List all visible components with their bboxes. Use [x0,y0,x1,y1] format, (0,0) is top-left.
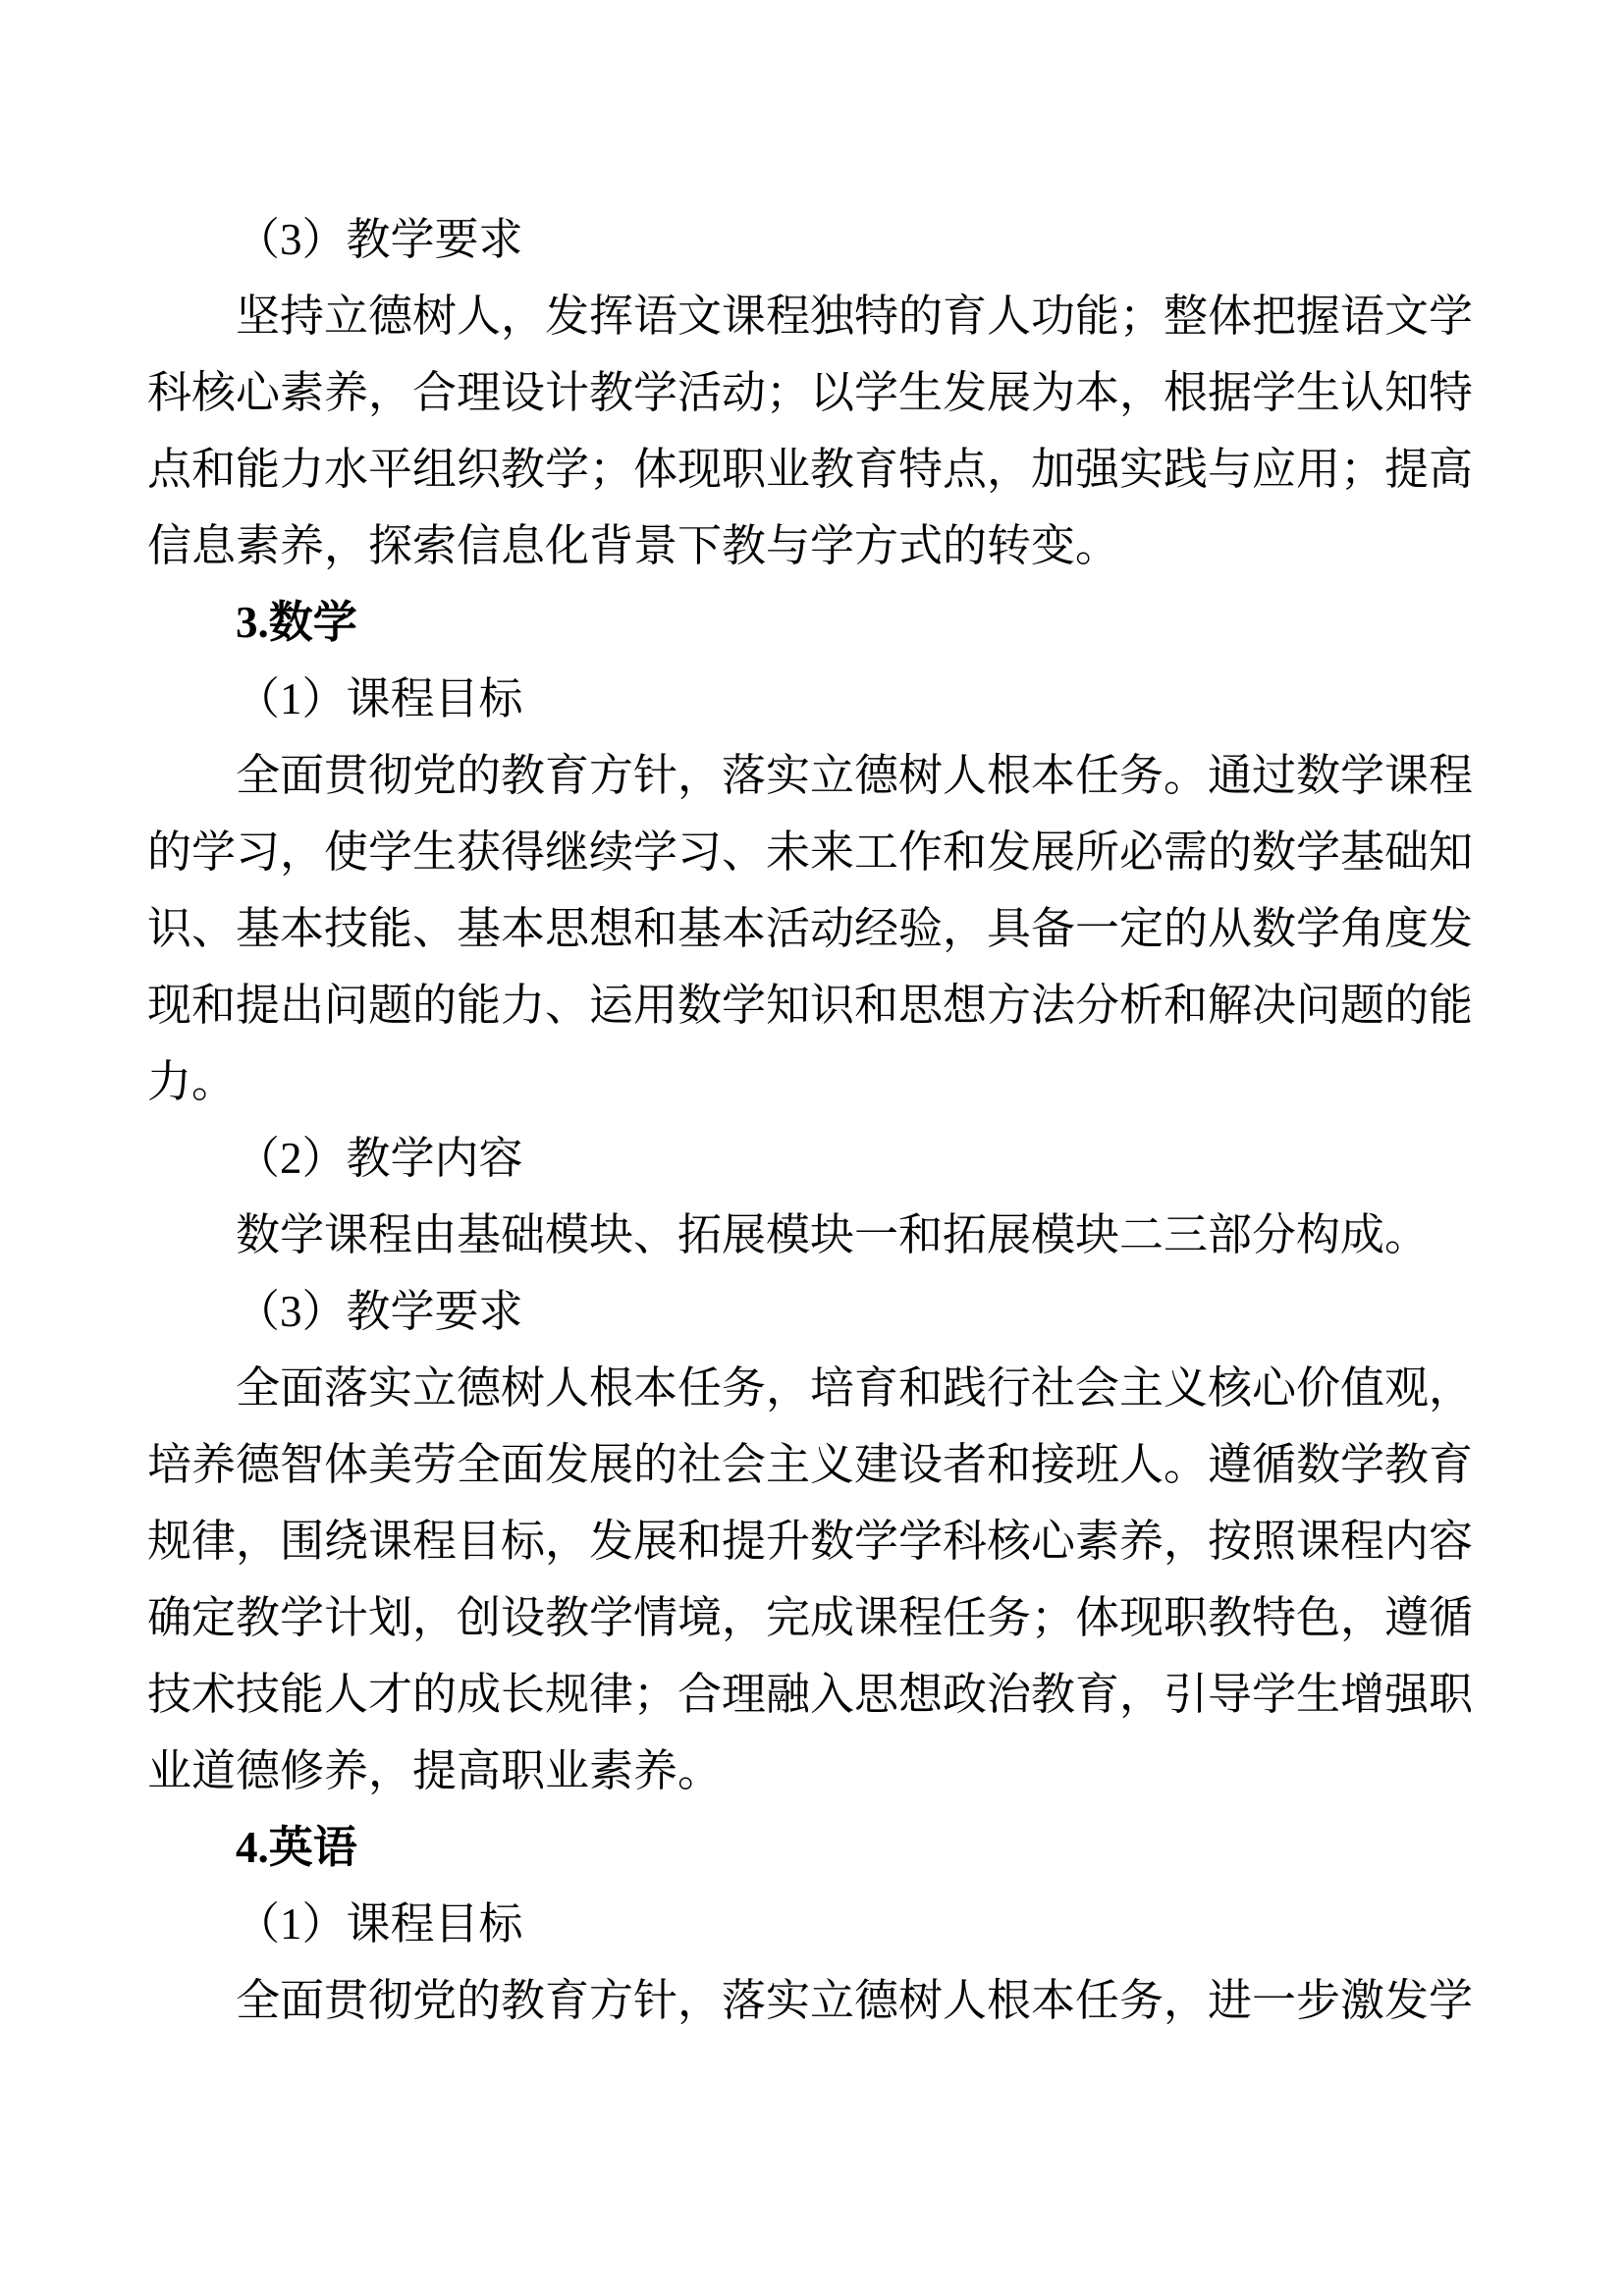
heading-math: 3.数学 [236,598,357,647]
page-text-content [147,201,1473,2039]
paragraph-math-teaching-content: 数学课程由基础模块、拓展模块一和拓展模块二三部分构成。 [236,1210,1430,1259]
subheading-chinese-teaching-requirements: （3）教学要求 [236,215,523,264]
subheading-math-teaching-content: （2）教学内容 [236,1134,523,1183]
heading-english: 4.英语 [236,1823,357,1872]
subheading-math-teaching-requirements: （3）教学要求 [236,1287,523,1336]
paragraph-math-course-objectives: 全面贯彻党的教育方针，落实立德树人根本任务。通过数学课程的学习，使学生获得继续学习、未来工作和发展所必需的数学基础知识、基本技能、基本思想和基本活动经验，具备一定的从数学角度发现和提出问题的能力、运用数学知识和思想方法分析和解决问题的能力。 [147,751,1474,1106]
paragraph-math-teaching-requirements: 全面落实立德树人根本任务，培育和践行社会主义核心价值观，培养德智体美劳全面发展的社会主义建设者和接班人。遵循数学教育规律，围绕课程目标，发展和提升数学学科核心素养，按照课程内容确定教学计划，创设教学情境，完成课程任务；体现职教特色，遵循技术技能人才的成长规律；合理融入思想政治教育，引导学生增强职业道德修养，提高职业素养。 [147,1363,1474,1795]
paragraph-english-course-objectives: 全面贯彻党的教育方针，落实立德树人根本任务，进一步激发学 [236,1976,1474,2025]
subheading-english-course-objectives: （1）课程目标 [236,1899,523,1949]
subheading-math-course-objectives: （1）课程目标 [236,674,523,723]
paragraph-chinese-teaching-requirements: 坚持立德树人，发挥语文课程独特的育人功能；整体把握语文学科核心素养，合理设计教学活动；以学生发展为本，根据学生认知特点和能力水平组织教学；体现职业教育特点，加强实践与应用；提高信息素养，探索信息化背景下教与学方式的转变。 [147,292,1474,570]
